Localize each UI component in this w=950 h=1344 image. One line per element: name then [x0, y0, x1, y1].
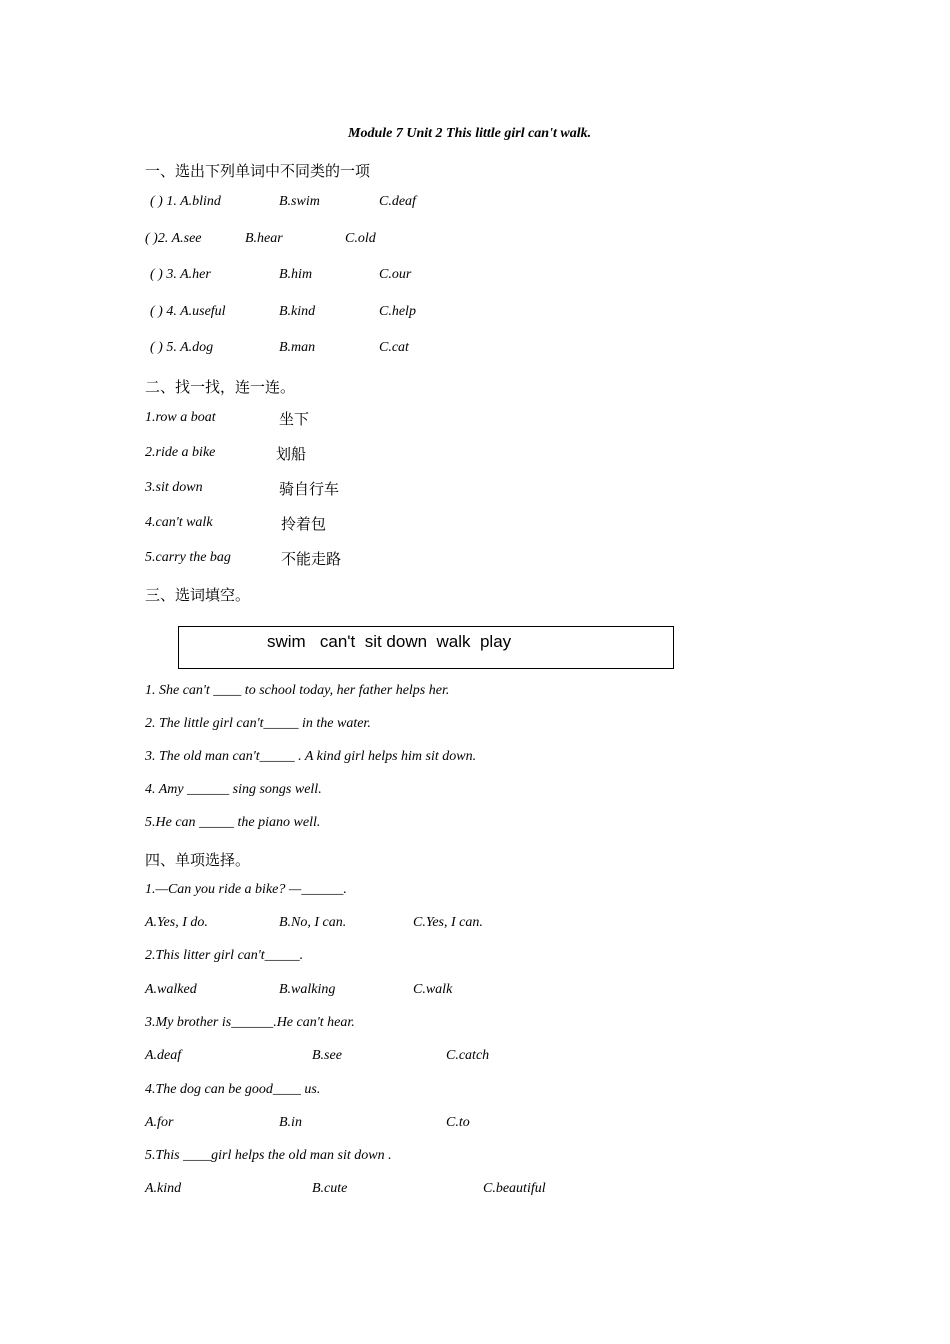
section-4-heading: 四、单项选择。: [145, 851, 251, 869]
s2-item-4-cn: 拎着包: [281, 515, 327, 533]
s1-item-2-b: B.hear: [245, 231, 283, 246]
s4-q5-option-c: C.beautiful: [483, 1181, 546, 1196]
s4-q4-option-b: B.in: [279, 1115, 302, 1130]
s1-item-5-b: B.man: [279, 340, 316, 355]
s1-item-1-a: ( ) 1. A.blind: [150, 194, 221, 209]
s2-item-5-en: 5.carry the bag: [145, 550, 231, 565]
s1-item-4-b: B.kind: [279, 304, 316, 319]
s3-sentence-3: 3. The old man can't_____ . A kind girl helps him sit down.: [145, 749, 477, 764]
s1-item-5-c: C.cat: [379, 340, 409, 355]
s4-q2-option-c: C.walk: [413, 982, 453, 997]
s1-item-1-c: C.deaf: [379, 194, 416, 209]
s4-q2-option-a: A.walked: [145, 982, 197, 997]
s3-sentence-2: 2. The little girl can't_____ in the water.: [145, 716, 371, 731]
s4-question-3: 3.My brother is______.He can't hear.: [145, 1015, 355, 1030]
s4-question-1: 1.—Can you ride a bike? —______.: [145, 882, 347, 897]
s4-question-5: 5.This ____girl helps the old man sit down .: [145, 1148, 392, 1163]
word-bank-text: swim can't sit down walk play: [267, 632, 512, 651]
s1-item-4-a: ( ) 4. A.useful: [150, 304, 226, 319]
s2-item-1-cn: 坐下: [279, 410, 310, 428]
s2-item-2-en: 2.ride a bike: [145, 445, 216, 460]
s2-item-3-cn: 骑自行车: [279, 480, 340, 498]
s4-q3-option-c: C.catch: [446, 1048, 490, 1063]
s3-sentence-1: 1. She can't ____ to school today, her father helps her.: [145, 683, 450, 698]
s4-question-2: 2.This litter girl can't_____.: [145, 948, 304, 963]
section-1-heading: 一、选出下列单词中不同类的一项: [145, 162, 371, 180]
s1-item-3-b: B.him: [279, 267, 313, 282]
s2-item-3-en: 3.sit down: [145, 480, 203, 495]
s1-item-1-b: B.swim: [279, 194, 320, 209]
s4-q1-option-a: A.Yes, I do.: [145, 915, 208, 930]
s1-item-5-a: ( ) 5. A.dog: [150, 340, 214, 355]
s2-item-2-cn: 划船: [276, 445, 307, 463]
s4-q5-option-a: A.kind: [145, 1181, 182, 1196]
s4-q1-option-c: C.Yes, I can.: [413, 915, 483, 930]
s3-sentence-5: 5.He can _____ the piano well.: [145, 815, 321, 830]
section-2-heading: 二、找一找，连一连。: [145, 378, 296, 396]
s2-item-4-en: 4.can't walk: [145, 515, 213, 530]
s4-q4-option-c: C.to: [446, 1115, 470, 1130]
s2-item-5-cn: 不能走路: [281, 550, 342, 568]
word-bank-box: [178, 626, 674, 669]
s4-q4-option-a: A.for: [145, 1115, 174, 1130]
s2-item-1-en: 1.row a boat: [145, 410, 216, 425]
s4-q5-option-b: B.cute: [312, 1181, 348, 1196]
section-3-heading: 三、选词填空。: [145, 586, 251, 604]
page-title: Module 7 Unit 2 This little girl can't walk.: [348, 126, 592, 141]
s1-item-2-a: ( )2. A.see: [145, 231, 202, 246]
s4-q3-option-b: B.see: [312, 1048, 342, 1063]
s1-item-2-c: C.old: [345, 231, 376, 246]
s4-q2-option-b: B.walking: [279, 982, 336, 997]
s4-q3-option-a: A.deaf: [145, 1048, 182, 1063]
s1-item-4-c: C.help: [379, 304, 416, 319]
s4-q1-option-b: B.No, I can.: [279, 915, 347, 930]
s4-question-4: 4.The dog can be good____ us.: [145, 1082, 321, 1097]
s1-item-3-a: ( ) 3. A.her: [150, 267, 211, 282]
s3-sentence-4: 4. Amy ______ sing songs well.: [145, 782, 322, 797]
s1-item-3-c: C.our: [379, 267, 412, 282]
